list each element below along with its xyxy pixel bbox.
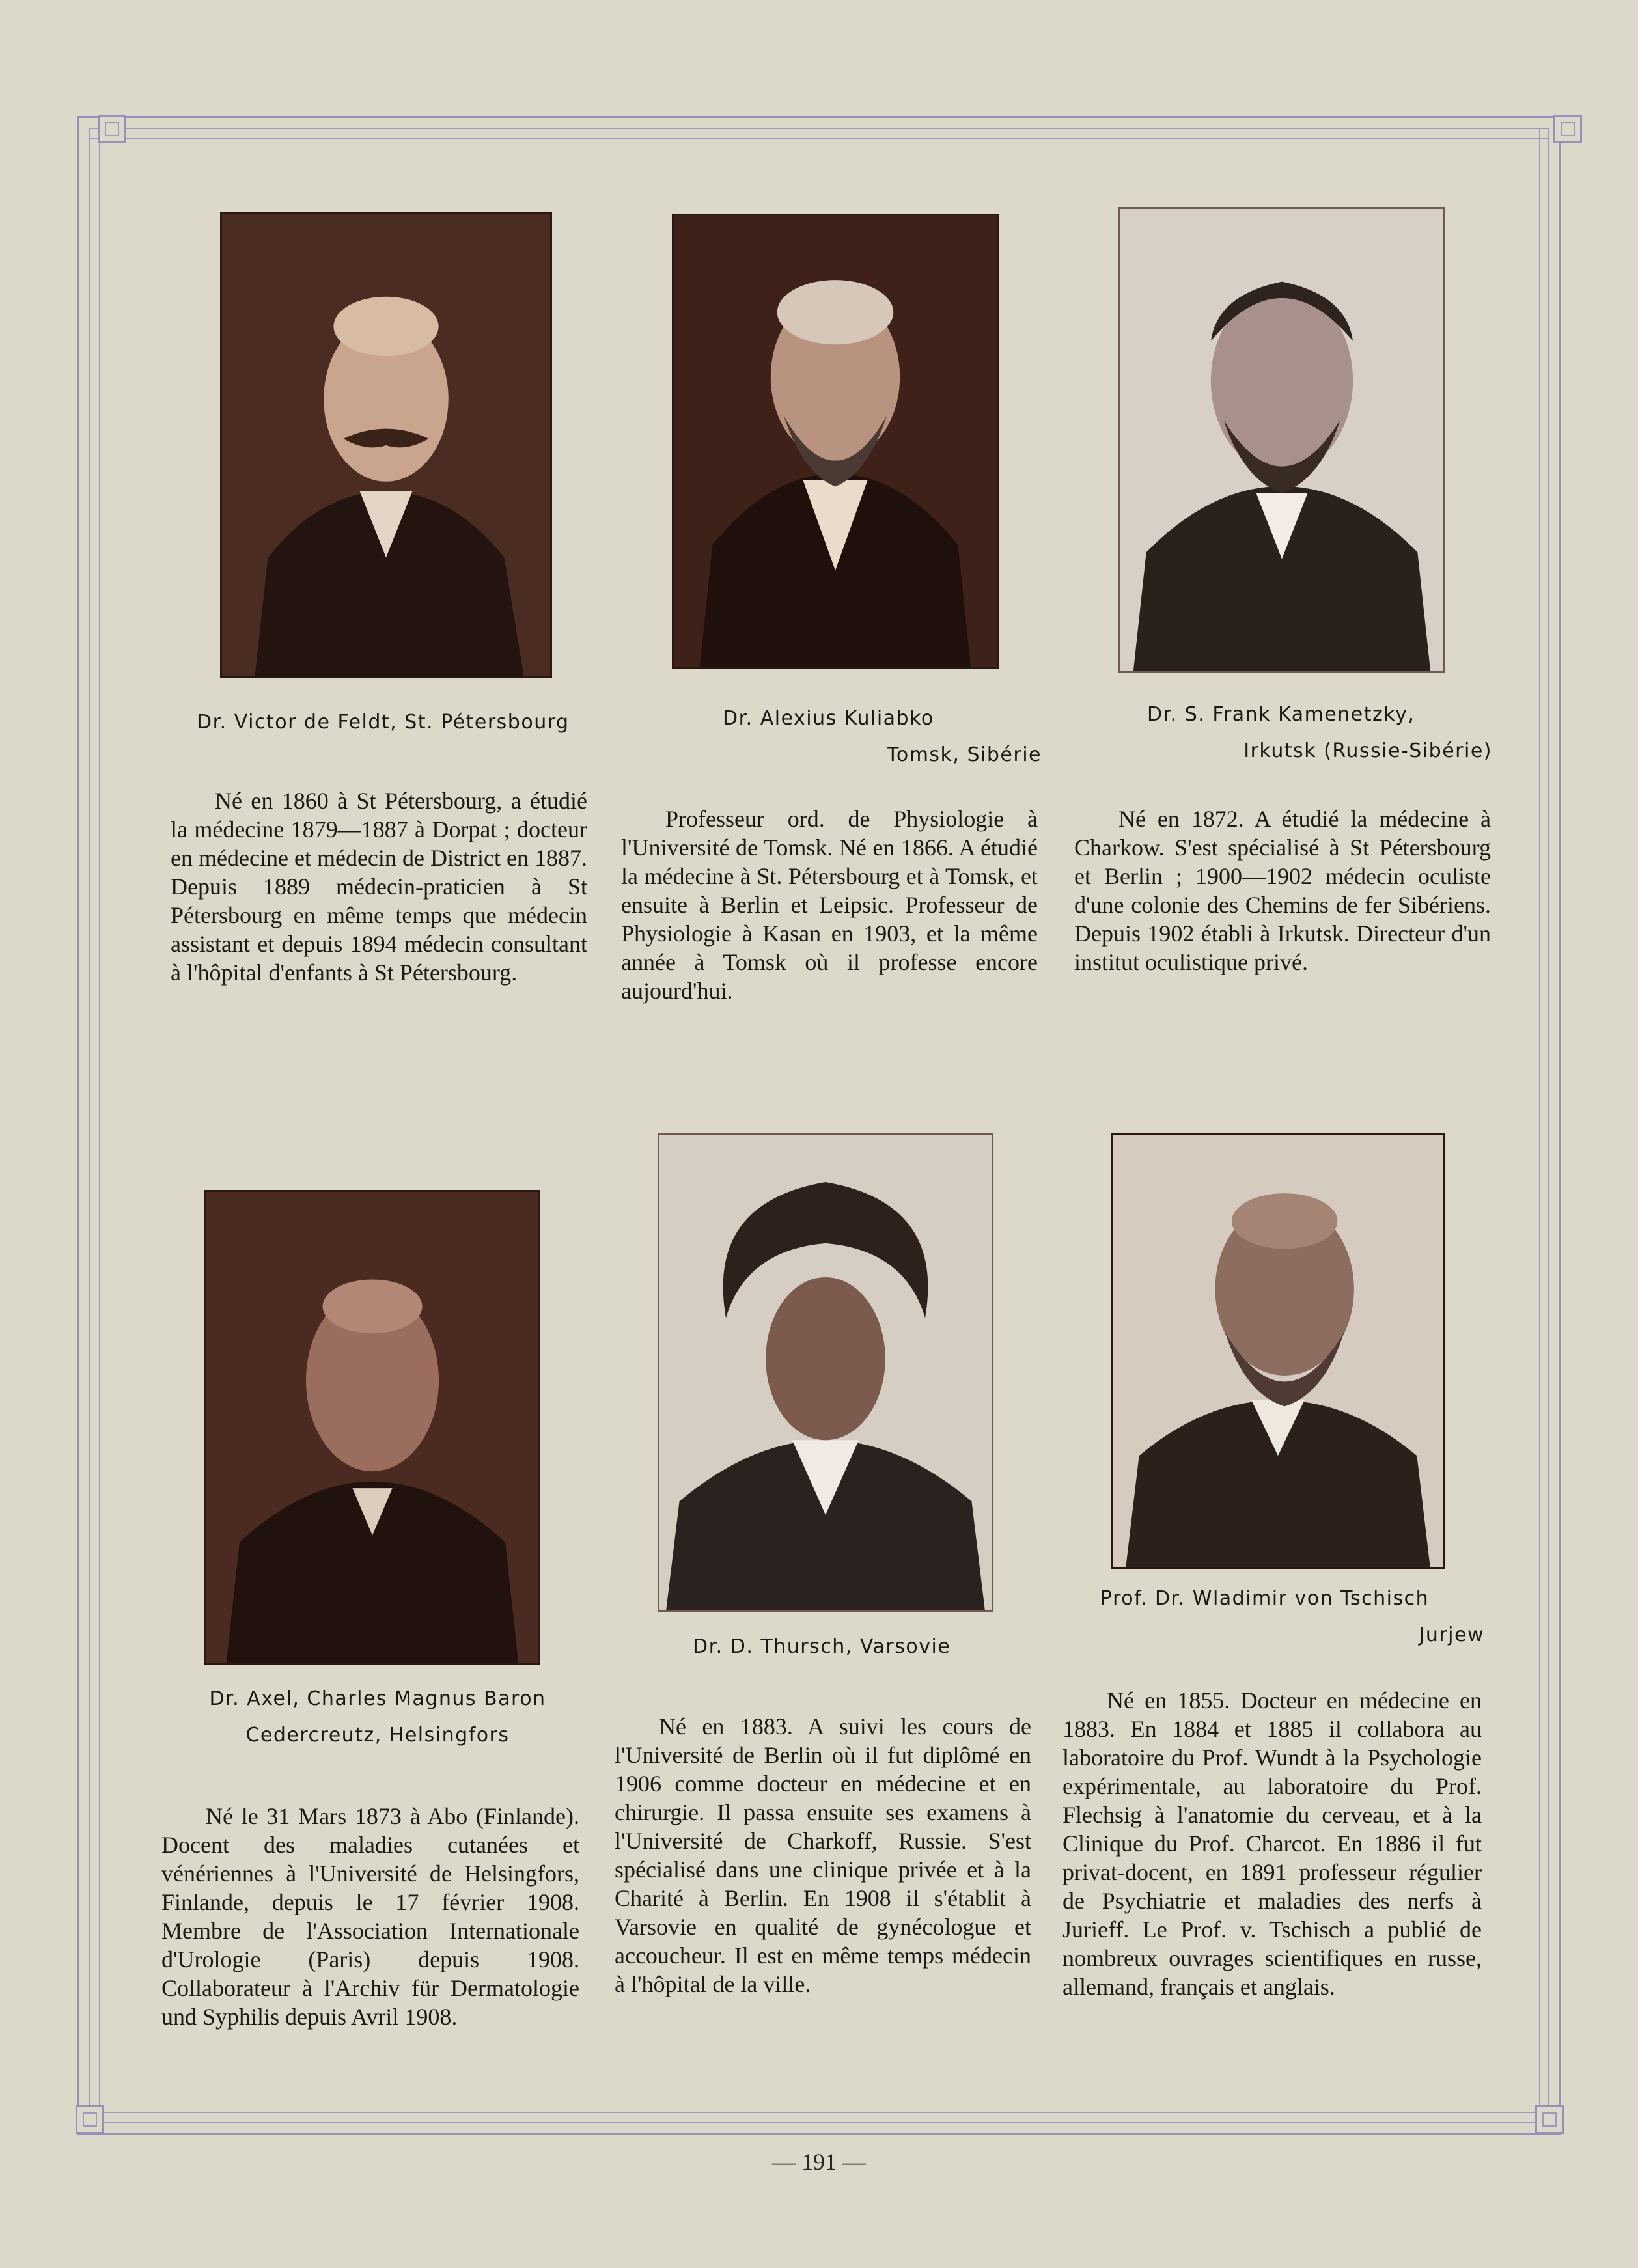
corner-ornament-top-left xyxy=(98,115,126,143)
caption-line-1: Dr. D. Thursch, Varsovie xyxy=(693,1635,951,1658)
caption-line-1: Dr. Victor de Feldt, St. Pétersbourg xyxy=(197,711,570,734)
border-rule-right xyxy=(1539,128,1540,2123)
corner-ornament-bottom-right xyxy=(1535,2105,1564,2134)
corner-ornament-top-right xyxy=(1553,115,1582,143)
portrait-photo-wladimir-von-tschisch xyxy=(1111,1133,1445,1569)
border-rule-left xyxy=(99,128,100,2123)
bio-wladimir-von-tschisch: Né en 1855. Docteur en médecine en 1883. En 1884 et 1885 il collabora au laboratoire du Prof. Wundt à la Psychologie expérimentale, au laboratoire du Prof. Flechsig à l'anatomie du cerveau, et à la Clinique du Prof. Charcot. En 1886 il fut privat-docent, en 1891 professeur régulier de Psychiatrie et maladies des nerfs à Jurieff. Le Prof. v. Tschisch a publié de nombreux ouvrages scientifiques en russe, allemand, français et anglais. xyxy=(1062,1687,1482,2000)
caption-axel-cedercreutz xyxy=(202,1681,553,1754)
portrait-photo-d-thursch xyxy=(658,1133,993,1612)
border-rule-top xyxy=(89,138,1549,139)
page-number: — 191 — xyxy=(772,2149,866,2175)
caption-line-1: Dr. Axel, Charles Magnus Baron xyxy=(209,1687,546,1710)
corner-ornament-bottom-left xyxy=(76,2105,104,2134)
caption-line-2: Jurjew xyxy=(1419,1624,1484,1646)
caption-line-2: Cedercreutz, Helsingfors xyxy=(245,1724,510,1747)
bio-victor-de-feldt: Né en 1860 à St Pétersbourg, a étudié la médecine 1879—1887 à Dorpat ; docteur en médecine et médecin de District en 1887. Depuis 1889 médecin-praticien à St Pétersbourg en même temps que médecin assistant et depuis 1894 médecin consultant à l'hôpital d'enfants à St Pétersbourg. xyxy=(171,788,587,986)
caption-line-2: Irkutsk (Russie-Sibérie) xyxy=(1243,740,1492,762)
bio-axel-cedercreutz: Né le 31 Mars 1873 à Abo (Finlande). Docent des maladies cutanées et vénériennes à l'Université de Helsingfors, Finlande, depuis le 17 février 1908. Membre de l'Association Internationale d'Urologie (Paris) depuis 1908. Collaborateur à l'Archiv für Dermatologie und Syphilis depuis Avril 1908. xyxy=(161,1803,579,2030)
caption-wladimir-von-tschisch xyxy=(1100,1581,1484,1653)
bio-alexius-kuliabko: Professeur ord. de Physiologie à l'Université de Tomsk. Né en 1866. A étudié la médecine à St. Pétersbourg et à Tomsk, et ensuite à Berlin et Leipsic. Professeur de Physiologie à Kasan en 1903, et la même année à Tomsk où il professe encore aujourd'hui. xyxy=(621,806,1038,1004)
bio-s-frank-kamenetzky: Né en 1872. A étudié la médecine à Charkow. S'est spécialisé à St Pétersbourg et Berlin ; 1900—1902 médecin oculiste d'une colonie des Chemins de fer Sibériens. Depuis 1902 établi à Irkutsk. Directeur d'un institut oculistique privé. xyxy=(1074,806,1491,975)
portrait-photo-s-frank-kamenetzky xyxy=(1118,207,1445,673)
caption-line-1: Prof. Dr. Wladimir von Tschisch xyxy=(1100,1587,1430,1610)
caption-line-1: Dr. Alexius Kuliabko xyxy=(723,707,934,730)
caption-victor-de-feldt xyxy=(197,704,574,741)
portrait-photo-axel-cedercreutz xyxy=(204,1190,540,1665)
caption-alexius-kuliabko xyxy=(723,700,1042,773)
portrait-photo-victor-de-feldt xyxy=(220,212,552,678)
bio-d-thursch: Né en 1883. A suivi les cours de l'Université de Berlin où il fut diplômé en 1906 comme docteur en médecine et en chirurgie. Il passa ensuite ses examens à l'Université de Charkoff, Russie. S'est spécialisé dans une clinique privée et à la Charité à Berlin. En 1908 il s'établit à Varsovie en qualité de gynécologue et accoucheur. Il est en même temps médecin à l'hôpital de la ville. xyxy=(615,1713,1031,1997)
caption-s-frank-kamenetzky xyxy=(1147,697,1492,769)
caption-line-1: Dr. S. Frank Kamenetzky, xyxy=(1147,703,1415,726)
caption-line-2: Tomsk, Sibérie xyxy=(887,743,1042,766)
border-rule-bottom xyxy=(89,2112,1549,2113)
caption-d-thursch xyxy=(693,1629,992,1665)
portrait-photo-alexius-kuliabko xyxy=(672,214,999,669)
